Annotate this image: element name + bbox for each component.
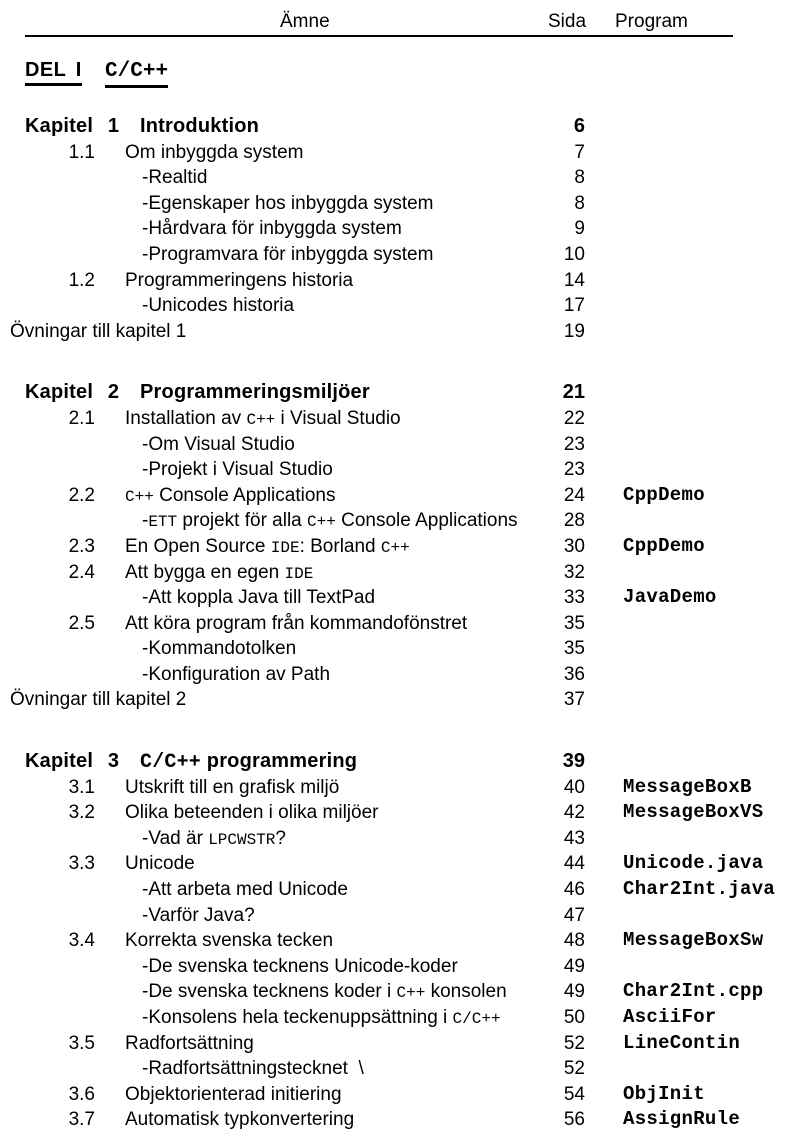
title-text: Vad är xyxy=(148,827,209,849)
page-number: 22 xyxy=(563,407,585,429)
title-text: Om Visual Studio xyxy=(148,433,295,455)
row-title xyxy=(142,1005,501,1031)
part-title: C/C++ xyxy=(105,60,168,88)
toc-row xyxy=(0,775,800,801)
page-number: 19 xyxy=(563,320,585,342)
page-number: 28 xyxy=(563,510,585,532)
toc-row xyxy=(0,1082,800,1108)
title-text: Övningar till kapitel 1 xyxy=(10,320,187,342)
bullet-dash: - xyxy=(142,167,149,189)
toc-row xyxy=(0,585,800,611)
program-name: AsciiFor xyxy=(623,1006,717,1028)
toc-row xyxy=(0,903,800,929)
program-name: AssignRule xyxy=(623,1108,741,1131)
toc-row xyxy=(0,140,800,166)
page-number: 42 xyxy=(563,802,585,824)
program-name: Char2Int.java xyxy=(623,878,776,901)
row-title xyxy=(142,242,433,268)
page-number: 23 xyxy=(563,433,585,455)
toc-row xyxy=(0,293,800,319)
code-term: C++ xyxy=(125,487,154,506)
toc-row xyxy=(0,432,800,458)
row-title xyxy=(10,319,186,345)
title-text: Korrekta svenska tecken xyxy=(125,930,334,952)
row-title xyxy=(140,749,357,775)
title-text: Att arbeta med Unicode xyxy=(148,879,348,901)
row-title xyxy=(140,114,259,140)
page-number: 21 xyxy=(562,381,585,404)
page-number: 24 xyxy=(563,484,585,506)
page-number: 23 xyxy=(563,459,585,481)
section-number: 3.7 xyxy=(68,1109,95,1131)
row-title xyxy=(125,1107,354,1133)
page-number: 54 xyxy=(563,1083,585,1105)
toc-row xyxy=(0,560,800,586)
title-text: Hårdvara för inbyggda system xyxy=(148,218,402,240)
title-text: Att koppla Java till TextPad xyxy=(148,587,376,609)
section-number: 3.3 xyxy=(68,853,95,875)
toc-row xyxy=(0,114,800,140)
title-text: Unicodes historia xyxy=(148,295,295,317)
column-header-page: Sida xyxy=(548,11,587,33)
title-text: Om inbyggda system xyxy=(125,141,304,163)
section-number: 2.3 xyxy=(68,535,95,557)
row-title xyxy=(125,800,378,826)
toc-row xyxy=(0,662,800,688)
toc-row xyxy=(0,826,800,852)
title-text: Att köra program från kommandofönstret xyxy=(125,612,468,634)
toc-row xyxy=(0,877,800,903)
bullet-dash: - xyxy=(142,243,149,265)
code-term: C++ xyxy=(396,984,426,1003)
page-number: 37 xyxy=(563,689,585,711)
row-title xyxy=(125,140,303,166)
bullet-dash: - xyxy=(142,459,149,481)
program-name: MessageBoxSw xyxy=(623,929,764,952)
toc-header xyxy=(25,0,733,37)
program-name: MessageBoxB xyxy=(623,775,752,798)
toc-row xyxy=(0,406,800,432)
code-term: IDE xyxy=(284,564,314,583)
title-text: Console Applications xyxy=(335,510,518,532)
title-text: Olika beteenden i olika miljöer xyxy=(125,802,379,824)
title-text: De svenska tecknens Unicode-koder xyxy=(148,955,458,977)
section-number: 1.2 xyxy=(68,269,95,291)
section-number: 2.5 xyxy=(68,612,95,634)
page-number: 8 xyxy=(574,192,585,214)
bullet-dash: - xyxy=(142,904,149,926)
row-title xyxy=(142,662,330,688)
title-text: Radfortsättning xyxy=(125,1032,254,1054)
section-number: 3.5 xyxy=(68,1032,95,1054)
page-number: 47 xyxy=(563,904,585,926)
program-name: ObjInit xyxy=(623,1082,705,1105)
toc-rows xyxy=(0,114,800,1133)
title-text: Objektorienterad initiering xyxy=(125,1083,342,1105)
toc-row xyxy=(0,242,800,268)
page-number: 48 xyxy=(563,930,585,952)
row-title xyxy=(142,636,296,662)
title-text: Övningar till kapitel 2 xyxy=(10,689,187,711)
toc-row xyxy=(0,954,800,980)
row-title xyxy=(142,216,402,242)
toc-row xyxy=(0,380,800,406)
row-title xyxy=(125,928,333,954)
page-number: 9 xyxy=(574,218,585,240)
program-name: JavaDemo xyxy=(623,586,717,609)
title-text: Unicode xyxy=(125,853,195,875)
program-name: Char2Int.cpp xyxy=(623,980,764,1003)
toc-row xyxy=(0,800,800,826)
row-title xyxy=(142,954,458,980)
section-number: 2.2 xyxy=(68,484,95,506)
row-title xyxy=(125,1082,342,1108)
title-text: projekt för alla xyxy=(177,510,308,532)
toc-row xyxy=(0,319,800,345)
row-title xyxy=(142,191,434,217)
page-number: 35 xyxy=(563,638,585,660)
row-title xyxy=(125,560,313,586)
toc-row xyxy=(0,165,800,191)
toc-row xyxy=(0,268,800,294)
row-title xyxy=(125,534,410,560)
row-title xyxy=(125,775,339,801)
title-text: ? xyxy=(275,827,286,849)
row-title xyxy=(125,611,467,637)
title-text: Introduktion xyxy=(140,115,260,137)
title-text: Realtid xyxy=(148,167,208,189)
toc-row xyxy=(0,457,800,483)
bullet-dash: - xyxy=(142,587,149,609)
page-number: 43 xyxy=(563,827,585,849)
row-title xyxy=(142,903,255,929)
title-text: Projekt i Visual Studio xyxy=(148,459,333,481)
title-text: Automatisk typkonvertering xyxy=(125,1109,355,1131)
chapter-label: Kapitel 1 xyxy=(25,115,120,137)
page-number: 40 xyxy=(563,776,585,798)
code-term: C/C++ xyxy=(140,751,202,775)
bullet-dash: - xyxy=(142,955,149,977)
program-name: CppDemo xyxy=(623,483,705,506)
bullet-dash: - xyxy=(142,1007,149,1028)
row-title xyxy=(125,483,335,509)
part-heading xyxy=(25,59,168,88)
row-title xyxy=(125,851,195,877)
row-title xyxy=(142,457,333,483)
row-title xyxy=(142,1056,364,1082)
page-number: 8 xyxy=(574,167,585,189)
row-title xyxy=(142,508,518,534)
page-number: 52 xyxy=(563,1032,585,1054)
toc-row xyxy=(0,611,800,637)
title-text: : Borland xyxy=(299,535,381,557)
row-title xyxy=(125,1031,254,1057)
section-number: 3.1 xyxy=(68,776,95,798)
toc-row xyxy=(0,979,800,1005)
title-text: Varför Java? xyxy=(148,904,255,926)
section-number: 3.2 xyxy=(68,802,95,824)
title-text: Console Applications xyxy=(153,484,336,506)
row-title xyxy=(142,585,375,611)
page-number: 46 xyxy=(563,879,585,901)
chapter-label: Kapitel 2 xyxy=(25,381,120,404)
column-header-program: Program xyxy=(615,11,688,33)
page-number: 39 xyxy=(562,750,585,773)
section-number: 1.1 xyxy=(68,141,95,163)
title-text: Radfortsättningstecknet \ xyxy=(148,1058,364,1080)
title-text: Utskrift till en grafisk miljö xyxy=(125,776,340,798)
page-number: 7 xyxy=(574,141,585,163)
toc-row xyxy=(0,851,800,877)
page-number: 33 xyxy=(563,587,585,609)
chapter-label: Kapitel 3 xyxy=(25,750,120,773)
program-name: Unicode.java xyxy=(623,852,764,875)
toc-row xyxy=(0,534,800,560)
row-title xyxy=(125,406,401,432)
bullet-dash: - xyxy=(142,1058,149,1080)
code-term: IDE xyxy=(270,538,300,557)
bullet-dash: - xyxy=(142,663,149,685)
title-text: konsolen xyxy=(425,981,507,1003)
program-name: CppDemo xyxy=(623,534,705,557)
title-text: Konfiguration av Path xyxy=(148,663,331,685)
title-text: Programvara för inbyggda system xyxy=(148,243,434,265)
bullet-dash: - xyxy=(142,981,149,1003)
code-term: LPCWSTR xyxy=(208,830,276,849)
toc-row xyxy=(0,1056,800,1082)
page-number: 17 xyxy=(563,295,585,317)
bullet-dash: - xyxy=(142,510,149,532)
program-name: MessageBoxVS xyxy=(623,801,764,824)
page-number: 35 xyxy=(563,612,585,634)
toc-row xyxy=(0,508,800,534)
code-term: C++ xyxy=(380,538,410,557)
bullet-dash: - xyxy=(142,218,149,240)
section-number: 2.4 xyxy=(68,561,95,583)
title-text: Egenskaper hos inbyggda system xyxy=(148,192,434,214)
row-title xyxy=(142,432,295,458)
page-number: 49 xyxy=(563,955,585,977)
row-title xyxy=(142,979,507,1005)
row-title xyxy=(10,687,186,713)
bullet-dash: - xyxy=(142,879,149,901)
page-number: 49 xyxy=(563,981,585,1003)
program-name: LineContin xyxy=(623,1031,741,1054)
code-term: C++ xyxy=(246,410,276,429)
title-text: En Open Source xyxy=(125,535,271,557)
row-title xyxy=(142,293,294,319)
column-header-subject: Ämne xyxy=(280,11,330,33)
code-term: C/C++ xyxy=(452,1010,501,1028)
page-number: 52 xyxy=(563,1058,585,1080)
section-number: 3.4 xyxy=(68,930,95,952)
title-text: Installation av xyxy=(125,407,247,429)
toc-row xyxy=(0,636,800,662)
page-number: 32 xyxy=(563,561,585,583)
title-text: Programmeringsmiljöer xyxy=(140,381,370,404)
title-text: Kommandotolken xyxy=(148,638,297,660)
page-number: 30 xyxy=(563,535,585,557)
toc-row xyxy=(0,1107,800,1133)
toc-row xyxy=(0,216,800,242)
bullet-dash: - xyxy=(142,192,149,214)
row-title xyxy=(142,826,286,852)
page-number: 50 xyxy=(563,1007,585,1028)
code-term: C++ xyxy=(307,513,336,532)
row-title xyxy=(142,165,207,191)
toc-row xyxy=(0,687,800,713)
page-number: 10 xyxy=(563,243,585,265)
page-number: 36 xyxy=(563,663,585,685)
row-title xyxy=(125,268,353,294)
bullet-dash: - xyxy=(142,827,149,849)
toc-row xyxy=(0,749,800,775)
title-text: De svenska tecknens koder i xyxy=(148,981,397,1003)
page-number: 56 xyxy=(563,1109,585,1131)
bullet-dash: - xyxy=(142,638,149,660)
toc-row xyxy=(0,1005,800,1031)
title-text: Konsolens hela teckenuppsättning i xyxy=(148,1007,453,1028)
toc-row xyxy=(0,928,800,954)
title-text: Programmeringens historia xyxy=(125,269,354,291)
row-title xyxy=(140,380,370,406)
toc-row xyxy=(0,191,800,217)
part-label: DEL I xyxy=(25,59,82,86)
row-title xyxy=(142,877,348,903)
toc-row xyxy=(0,1031,800,1057)
section-number: 3.6 xyxy=(68,1083,95,1105)
page-number: 6 xyxy=(573,115,585,137)
section-number: 2.1 xyxy=(68,407,95,429)
title-text: Att bygga en egen xyxy=(125,561,285,583)
bullet-dash: - xyxy=(142,433,149,455)
page-number: 14 xyxy=(563,269,585,291)
title-text: programmering xyxy=(201,750,358,773)
page-number: 44 xyxy=(563,853,585,875)
toc-row xyxy=(0,483,800,509)
bullet-dash: - xyxy=(142,295,149,317)
title-text: i Visual Studio xyxy=(275,407,401,429)
code-term: ETT xyxy=(148,513,178,532)
